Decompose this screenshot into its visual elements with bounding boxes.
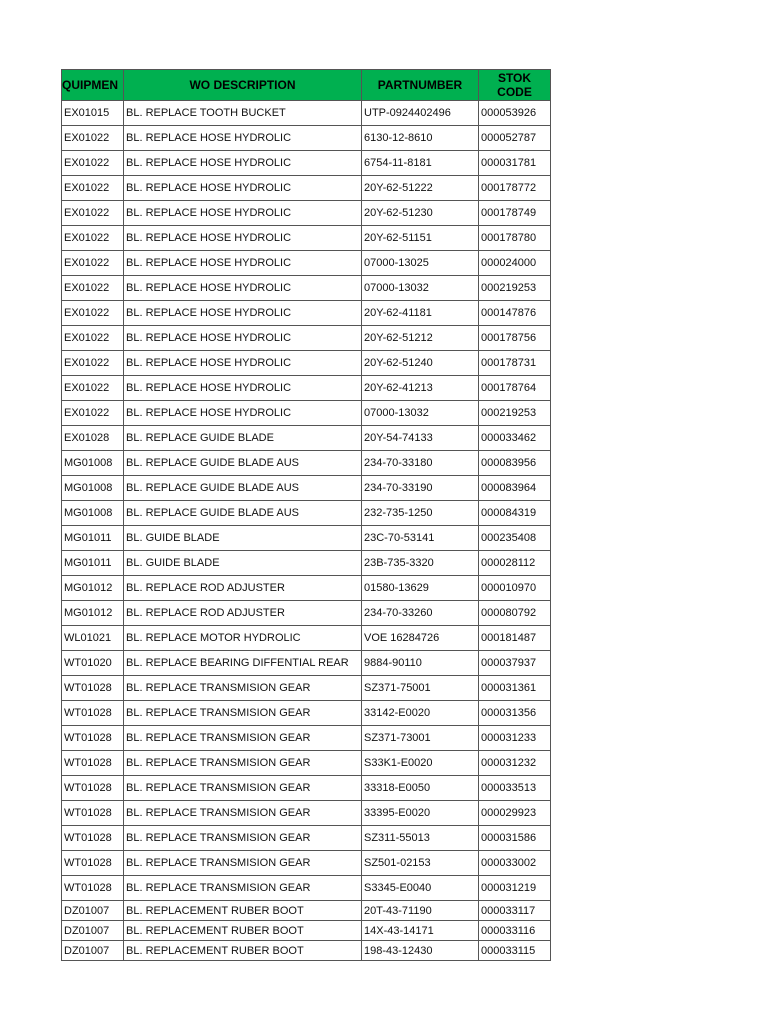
table-row [62,601,551,626]
cell-wo-description[interactable]: BL. REPLACE ROD ADJUSTER [124,601,362,626]
cell-wo-description[interactable]: BL. REPLACE HOSE HYDROLIC [124,176,362,201]
cell-equipment[interactable]: WT01028 [62,701,124,726]
table-row [62,776,551,801]
cell-equipment[interactable]: MG01011 [62,526,124,551]
cell-stok-code[interactable]: 000083964 [479,476,551,501]
cell-equipment[interactable]: MG01012 [62,601,124,626]
cell-wo-description[interactable]: BL. REPLACE HOSE HYDROLIC [124,326,362,351]
cell-equipment[interactable]: WT01028 [62,801,124,826]
cell-wo-description[interactable]: BL. REPLACE HOSE HYDROLIC [124,401,362,426]
cell-stok-code[interactable]: 000031361 [479,676,551,701]
cell-partnumber[interactable]: 20Y-62-41181 [362,301,479,326]
cell-wo-description[interactable]: BL. REPLACE TRANSMISION GEAR [124,776,362,801]
cell-stok-code[interactable]: 000178731 [479,351,551,376]
table-row [62,826,551,851]
table-row [62,851,551,876]
cell-partnumber[interactable]: 20Y-62-51212 [362,326,479,351]
cell-stok-code[interactable]: 000010970 [479,576,551,601]
cell-stok-code[interactable]: 000052787 [479,126,551,151]
cell-equipment[interactable]: MG01008 [62,451,124,476]
table-row [62,326,551,351]
cell-stok-code[interactable]: 000083956 [479,451,551,476]
table-row [62,151,551,176]
cell-wo-description[interactable]: BL. REPLACE GUIDE BLADE AUS [124,501,362,526]
cell-stok-code[interactable]: 000037937 [479,651,551,676]
cell-stok-code[interactable]: 000033462 [479,426,551,451]
table-row [62,576,551,601]
cell-stok-code[interactable]: 000235408 [479,526,551,551]
cell-stok-code[interactable]: 000084319 [479,501,551,526]
cell-stok-code[interactable]: 000181487 [479,626,551,651]
cell-wo-description[interactable]: BL. REPLACE GUIDE BLADE [124,426,362,451]
cell-stok-code[interactable]: 000031232 [479,751,551,776]
cell-equipment[interactable]: EX01022 [62,326,124,351]
cell-partnumber[interactable]: 20Y-62-51230 [362,201,479,226]
cell-partnumber[interactable]: UTP-0924402496 [362,101,479,126]
cell-equipment[interactable]: WT01028 [62,751,124,776]
cell-partnumber[interactable]: SZ371-75001 [362,676,479,701]
cell-wo-description[interactable]: BL. REPLACE ROD ADJUSTER [124,576,362,601]
cell-wo-description[interactable]: BL. REPLACE HOSE HYDROLIC [124,351,362,376]
table-row [62,921,551,941]
cell-partnumber[interactable]: 33142-E0020 [362,701,479,726]
cell-partnumber[interactable]: 20Y-62-51222 [362,176,479,201]
table-row [62,176,551,201]
cell-partnumber[interactable]: SZ311-55013 [362,826,479,851]
cell-stok-code[interactable]: 000033115 [479,941,551,961]
header-row [62,70,551,101]
table-row [62,751,551,776]
cell-wo-description[interactable]: BL. REPLACEMENT RUBER BOOT [124,901,362,921]
cell-stok-code[interactable]: 000219253 [479,401,551,426]
cell-wo-description[interactable]: BL. REPLACE HOSE HYDROLIC [124,151,362,176]
table-row [62,276,551,301]
cell-wo-description[interactable]: BL. REPLACE BEARING DIFFENTIAL REAR [124,651,362,676]
cell-partnumber[interactable]: 9884-90110 [362,651,479,676]
cell-stok-code[interactable]: 000178756 [479,326,551,351]
cell-wo-description[interactable]: BL. REPLACE TOOTH BUCKET [124,101,362,126]
cell-partnumber[interactable]: S33K1-E0020 [362,751,479,776]
cell-partnumber[interactable]: 07000-13032 [362,276,479,301]
cell-partnumber[interactable]: 234-70-33180 [362,451,479,476]
cell-stok-code[interactable]: 000028112 [479,551,551,576]
cell-stok-code[interactable]: 000178749 [479,201,551,226]
cell-partnumber[interactable]: 01580-13629 [362,576,479,601]
cell-equipment[interactable]: EX01022 [62,151,124,176]
cell-stok-code[interactable]: 000147876 [479,301,551,326]
cell-partnumber[interactable]: VOE 16284726 [362,626,479,651]
cell-stok-code[interactable]: 000033117 [479,901,551,921]
cell-partnumber[interactable]: 20Y-54-74133 [362,426,479,451]
cell-partnumber[interactable]: 198-43-12430 [362,941,479,961]
cell-wo-description[interactable]: BL. REPLACE HOSE HYDROLIC [124,201,362,226]
cell-equipment[interactable]: MG01011 [62,551,124,576]
cell-equipment[interactable]: EX01015 [62,101,124,126]
table-row [62,251,551,276]
cell-equipment[interactable]: EX01022 [62,301,124,326]
cell-partnumber[interactable]: 232-735-1250 [362,501,479,526]
cell-partnumber[interactable]: 07000-13032 [362,401,479,426]
table-row [62,651,551,676]
cell-partnumber[interactable]: 234-70-33260 [362,601,479,626]
cell-partnumber[interactable]: S3345-E0040 [362,876,479,901]
cell-equipment[interactable]: DZ01007 [62,901,124,921]
cell-partnumber[interactable]: 6754-11-8181 [362,151,479,176]
table-row [62,676,551,701]
cell-stok-code[interactable]: 000178764 [479,376,551,401]
table-row [62,551,551,576]
cell-equipment[interactable]: DZ01007 [62,941,124,961]
cell-stok-code[interactable]: 000031233 [479,726,551,751]
cell-equipment[interactable]: WT01028 [62,876,124,901]
cell-wo-description[interactable]: BL. REPLACE HOSE HYDROLIC [124,226,362,251]
table-row [62,501,551,526]
cell-equipment[interactable]: MG01008 [62,501,124,526]
cell-partnumber[interactable]: 33395-E0020 [362,801,479,826]
cell-equipment[interactable]: MG01008 [62,476,124,501]
cell-equipment[interactable]: EX01022 [62,401,124,426]
cell-stok-code[interactable]: 000031356 [479,701,551,726]
table-row [62,426,551,451]
cell-wo-description[interactable]: BL. REPLACE HOSE HYDROLIC [124,376,362,401]
cell-wo-description[interactable]: BL. REPLACE TRANSMISION GEAR [124,701,362,726]
cell-wo-description[interactable]: BL. REPLACE GUIDE BLADE AUS [124,451,362,476]
cell-partnumber[interactable]: 20Y-62-51151 [362,226,479,251]
cell-equipment[interactable]: WT01028 [62,826,124,851]
table-row [62,451,551,476]
table-row [62,476,551,501]
cell-stok-code[interactable]: 000031781 [479,151,551,176]
cell-wo-description[interactable]: BL. REPLACE MOTOR HYDROLIC [124,626,362,651]
cell-partnumber[interactable]: SZ371-73001 [362,726,479,751]
cell-stok-code[interactable]: 000033116 [479,921,551,941]
cell-wo-description[interactable]: BL. REPLACE TRANSMISION GEAR [124,676,362,701]
cell-equipment[interactable]: MG01012 [62,576,124,601]
table-row [62,376,551,401]
header-stok-code[interactable]: STOK CODE [479,70,551,101]
header-equipment[interactable]: QUIPMEN [62,70,124,101]
cell-equipment[interactable]: EX01022 [62,176,124,201]
table-row [62,101,551,126]
cell-equipment[interactable]: WL01021 [62,626,124,651]
cell-wo-description[interactable]: BL. REPLACE HOSE HYDROLIC [124,251,362,276]
header-partnumber[interactable]: PARTNUMBER [362,70,479,101]
cell-stok-code[interactable]: 000029923 [479,801,551,826]
cell-stok-code[interactable]: 000053926 [479,101,551,126]
cell-equipment[interactable]: WT01020 [62,651,124,676]
cell-equipment[interactable]: WT01028 [62,851,124,876]
table-row [62,351,551,376]
cell-partnumber[interactable]: 33318-E0050 [362,776,479,801]
cell-stok-code[interactable]: 000178772 [479,176,551,201]
cell-stok-code[interactable]: 000031219 [479,876,551,901]
cell-wo-description[interactable]: BL. REPLACE TRANSMISION GEAR [124,851,362,876]
cell-equipment[interactable]: EX01022 [62,251,124,276]
cell-wo-description[interactable]: BL. REPLACE HOSE HYDROLIC [124,301,362,326]
cell-wo-description[interactable]: BL. REPLACE HOSE HYDROLIC [124,126,362,151]
cell-partnumber[interactable]: 20T-43-71190 [362,901,479,921]
cell-stok-code[interactable]: 000033002 [479,851,551,876]
table-row [62,401,551,426]
cell-equipment[interactable]: EX01022 [62,276,124,301]
cell-wo-description[interactable]: BL. REPLACE TRANSMISION GEAR [124,876,362,901]
cell-stok-code[interactable]: 000024000 [479,251,551,276]
cell-equipment[interactable]: EX01022 [62,226,124,251]
table-row [62,301,551,326]
cell-equipment[interactable]: WT01028 [62,676,124,701]
table-row [62,701,551,726]
cell-partnumber[interactable]: 07000-13025 [362,251,479,276]
cell-wo-description[interactable]: BL. REPLACE TRANSMISION GEAR [124,751,362,776]
work-order-table [61,69,551,961]
cell-wo-description[interactable]: BL. GUIDE BLADE [124,551,362,576]
cell-partnumber[interactable]: SZ501-02153 [362,851,479,876]
cell-equipment[interactable]: DZ01007 [62,921,124,941]
header-wo-description[interactable]: WO DESCRIPTION [124,70,362,101]
cell-stok-code[interactable]: 000080792 [479,601,551,626]
cell-partnumber[interactable]: 6130-12-8610 [362,126,479,151]
cell-equipment[interactable]: EX01022 [62,351,124,376]
cell-wo-description[interactable]: BL. REPLACE TRANSMISION GEAR [124,826,362,851]
table-row [62,201,551,226]
table-row [62,801,551,826]
table-row [62,726,551,751]
cell-equipment[interactable]: WT01028 [62,726,124,751]
cell-partnumber[interactable]: 23C-70-53141 [362,526,479,551]
cell-wo-description[interactable]: BL. REPLACE HOSE HYDROLIC [124,276,362,301]
table-row [62,876,551,901]
cell-wo-description[interactable]: BL. GUIDE BLADE [124,526,362,551]
cell-wo-description[interactable]: BL. REPLACE TRANSMISION GEAR [124,726,362,751]
cell-equipment[interactable]: EX01022 [62,201,124,226]
cell-partnumber[interactable]: 23B-735-3320 [362,551,479,576]
cell-equipment[interactable]: WT01028 [62,776,124,801]
cell-stok-code[interactable]: 000219253 [479,276,551,301]
table-row [62,901,551,921]
table-row [62,626,551,651]
table-row [62,941,551,961]
cell-partnumber[interactable]: 234-70-33190 [362,476,479,501]
cell-partnumber[interactable]: 20Y-62-41213 [362,376,479,401]
cell-equipment[interactable]: EX01028 [62,426,124,451]
cell-equipment[interactable]: EX01022 [62,376,124,401]
cell-equipment[interactable]: EX01022 [62,126,124,151]
table-row [62,126,551,151]
cell-stok-code[interactable]: 000033513 [479,776,551,801]
table-row [62,226,551,251]
cell-wo-description[interactable]: BL. REPLACE TRANSMISION GEAR [124,801,362,826]
cell-stok-code[interactable]: 000031586 [479,826,551,851]
cell-partnumber[interactable]: 20Y-62-51240 [362,351,479,376]
table-row [62,526,551,551]
cell-wo-description[interactable]: BL. REPLACEMENT RUBER BOOT [124,921,362,941]
cell-wo-description[interactable]: BL. REPLACE GUIDE BLADE AUS [124,476,362,501]
cell-partnumber[interactable]: 14X-43-14171 [362,921,479,941]
cell-wo-description[interactable]: BL. REPLACEMENT RUBER BOOT [124,941,362,961]
cell-stok-code[interactable]: 000178780 [479,226,551,251]
